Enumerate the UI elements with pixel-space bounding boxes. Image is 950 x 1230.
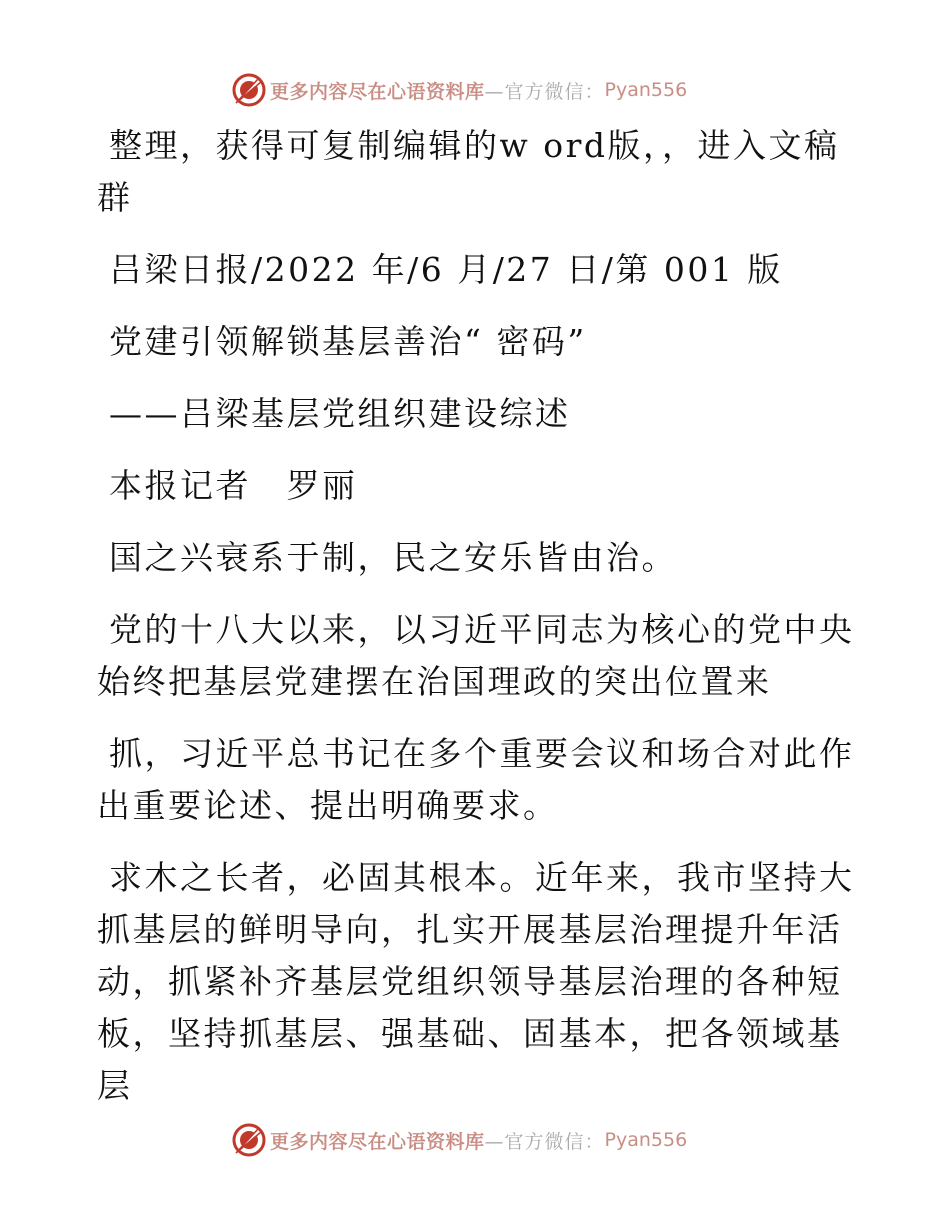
article-subtitle: ——吕梁基层党组织建设综述 bbox=[109, 394, 571, 433]
quill-seal-icon bbox=[232, 1123, 266, 1157]
article-byline: 本报记者 罗丽 bbox=[109, 466, 358, 505]
document-body bbox=[97, 120, 857, 1132]
watermark-text: 更多内容尽在心语资料库 bbox=[270, 80, 485, 103]
paragraph: 抓，习近平总书记在多个重要会议和场合对此作出重要论述、提出明确要求。 bbox=[97, 734, 855, 825]
paragraph: 求木之长者，必固其根本。近年来，我市坚持大抓基层的鲜明导向，扎实开展基层治理提升年活动，抓紧补齐基层党组织领导基层治理的各种短板，坚持抓基层、强基础、固基本，把各领域基层 bbox=[97, 858, 855, 1105]
article-title: 党建引领解锁基层善治“ 密码” bbox=[109, 322, 587, 361]
paragraph: 国之兴衰系于制，民之安乐皆由治。 bbox=[109, 538, 677, 577]
watermark-official-label: —官方微信： bbox=[484, 80, 605, 103]
paragraph-intro: 整理，获得可复制编辑的w ord版，，进入文稿群 bbox=[97, 126, 840, 217]
watermark-official-label: —官方微信： bbox=[484, 1130, 605, 1153]
watermark-wechat-id: Pyan556 bbox=[604, 1129, 688, 1151]
watermark-wechat-id: Pyan556 bbox=[604, 79, 688, 101]
watermark-footer bbox=[232, 1122, 687, 1158]
watermark-header bbox=[232, 72, 687, 108]
quill-seal-icon bbox=[232, 73, 266, 107]
paragraph-source: 吕梁日报/2022 年/6 月/27 日/第 001 版 bbox=[109, 250, 783, 289]
watermark-text: 更多内容尽在心语资料库 bbox=[270, 1130, 485, 1153]
paragraph: 党的十八大以来，以习近平同志为核心的党中央始终把基层党建摆在治国理政的突出位置来 bbox=[97, 610, 855, 701]
